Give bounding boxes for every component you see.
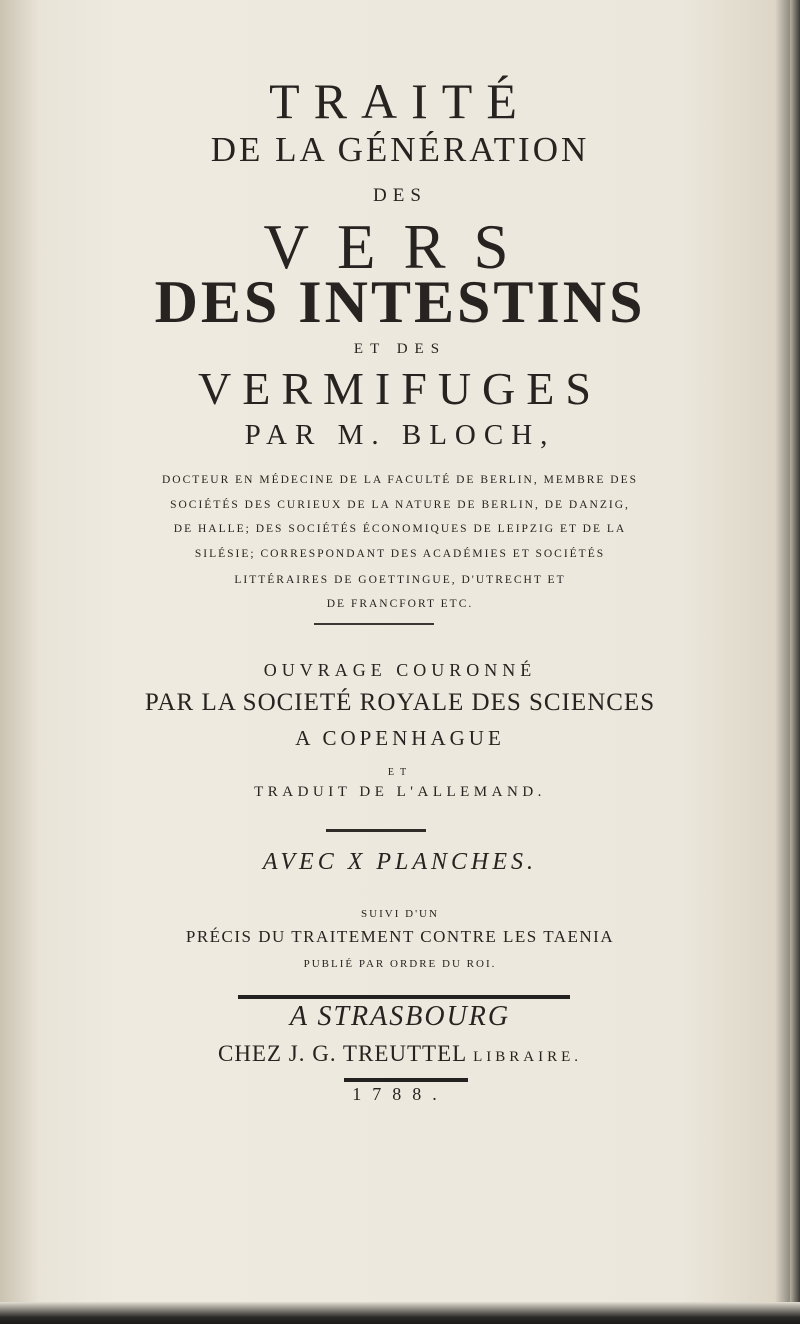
divider-rule	[344, 1078, 468, 1082]
divider-rule	[326, 829, 426, 832]
societe-line: PAR LA SOCIETÉ ROYALE DES SCIENCES	[144, 689, 656, 716]
author-desc-line: SOCIÉTÉS DES CURIEUX DE LA NATURE DE BERLIN, DE DANZIG,	[170, 499, 630, 511]
author-desc-line: DE HALLE; DES SOCIÉTÉS ÉCONOMIQUES DE LEIPZIG ET DE LA	[173, 523, 627, 535]
imprint-publisher: CHEZ J. G. TREUTTEL	[217, 1041, 467, 1066]
publie-line: PUBLIÉ PAR ORDRE DU ROI.	[303, 958, 497, 970]
author-desc-line: LITTÉRAIRES DE GOETTINGUE, D'UTRECHT ET	[234, 574, 566, 586]
title-line-generation: DE LA GÉNÉRATION	[210, 130, 590, 169]
title-line-vermifuges: VERMIFUGES	[198, 363, 602, 414]
author-line: PAR M. BLOCH,	[244, 419, 556, 451]
author-desc-line: DOCTEUR EN MÉDECINE DE LA FACULTÉ DE BERLIN, MEMBRE DES	[161, 474, 639, 486]
title-line-des: DES	[373, 185, 427, 206]
avec-planches-line: AVEC X PLANCHES.	[262, 849, 538, 875]
author-desc-line: SILÉSIE; CORRESPONDANT DES ACADÉMIES ET SOCIÉTÉS	[194, 548, 606, 560]
imprint-place: A STRASBOURG	[289, 1001, 511, 1032]
precis-line: PRÉCIS DU TRAITEMENT CONTRE LES TAENIA	[185, 927, 615, 946]
imprint-publisher-line	[0, 1041, 800, 1067]
imprint-publisher-role: LIBRAIRE.	[473, 1049, 582, 1065]
title-line-traite: TRAITÉ	[269, 73, 531, 129]
title-line-vers: VERS	[263, 212, 537, 282]
imprint-year: 1788.	[352, 1084, 448, 1104]
title-line-et-des: ET DES	[353, 341, 447, 357]
page-bottom-edge	[0, 1302, 800, 1324]
copenhague-line: A COPENHAGUE	[295, 726, 505, 750]
title-line-intestins: DES INTESTINS	[154, 269, 646, 335]
divider-rule	[314, 623, 434, 625]
ouvrage-line: OUVRAGE COURONNÉ	[263, 660, 537, 680]
divider-rule	[238, 995, 570, 999]
et-line: ET	[387, 767, 413, 778]
suivi-line: SUIVI D'UN	[361, 908, 439, 920]
traduit-line: TRADUIT DE L'ALLEMAND.	[254, 784, 546, 800]
author-desc-line: DE FRANCFORT ETC.	[326, 598, 474, 610]
